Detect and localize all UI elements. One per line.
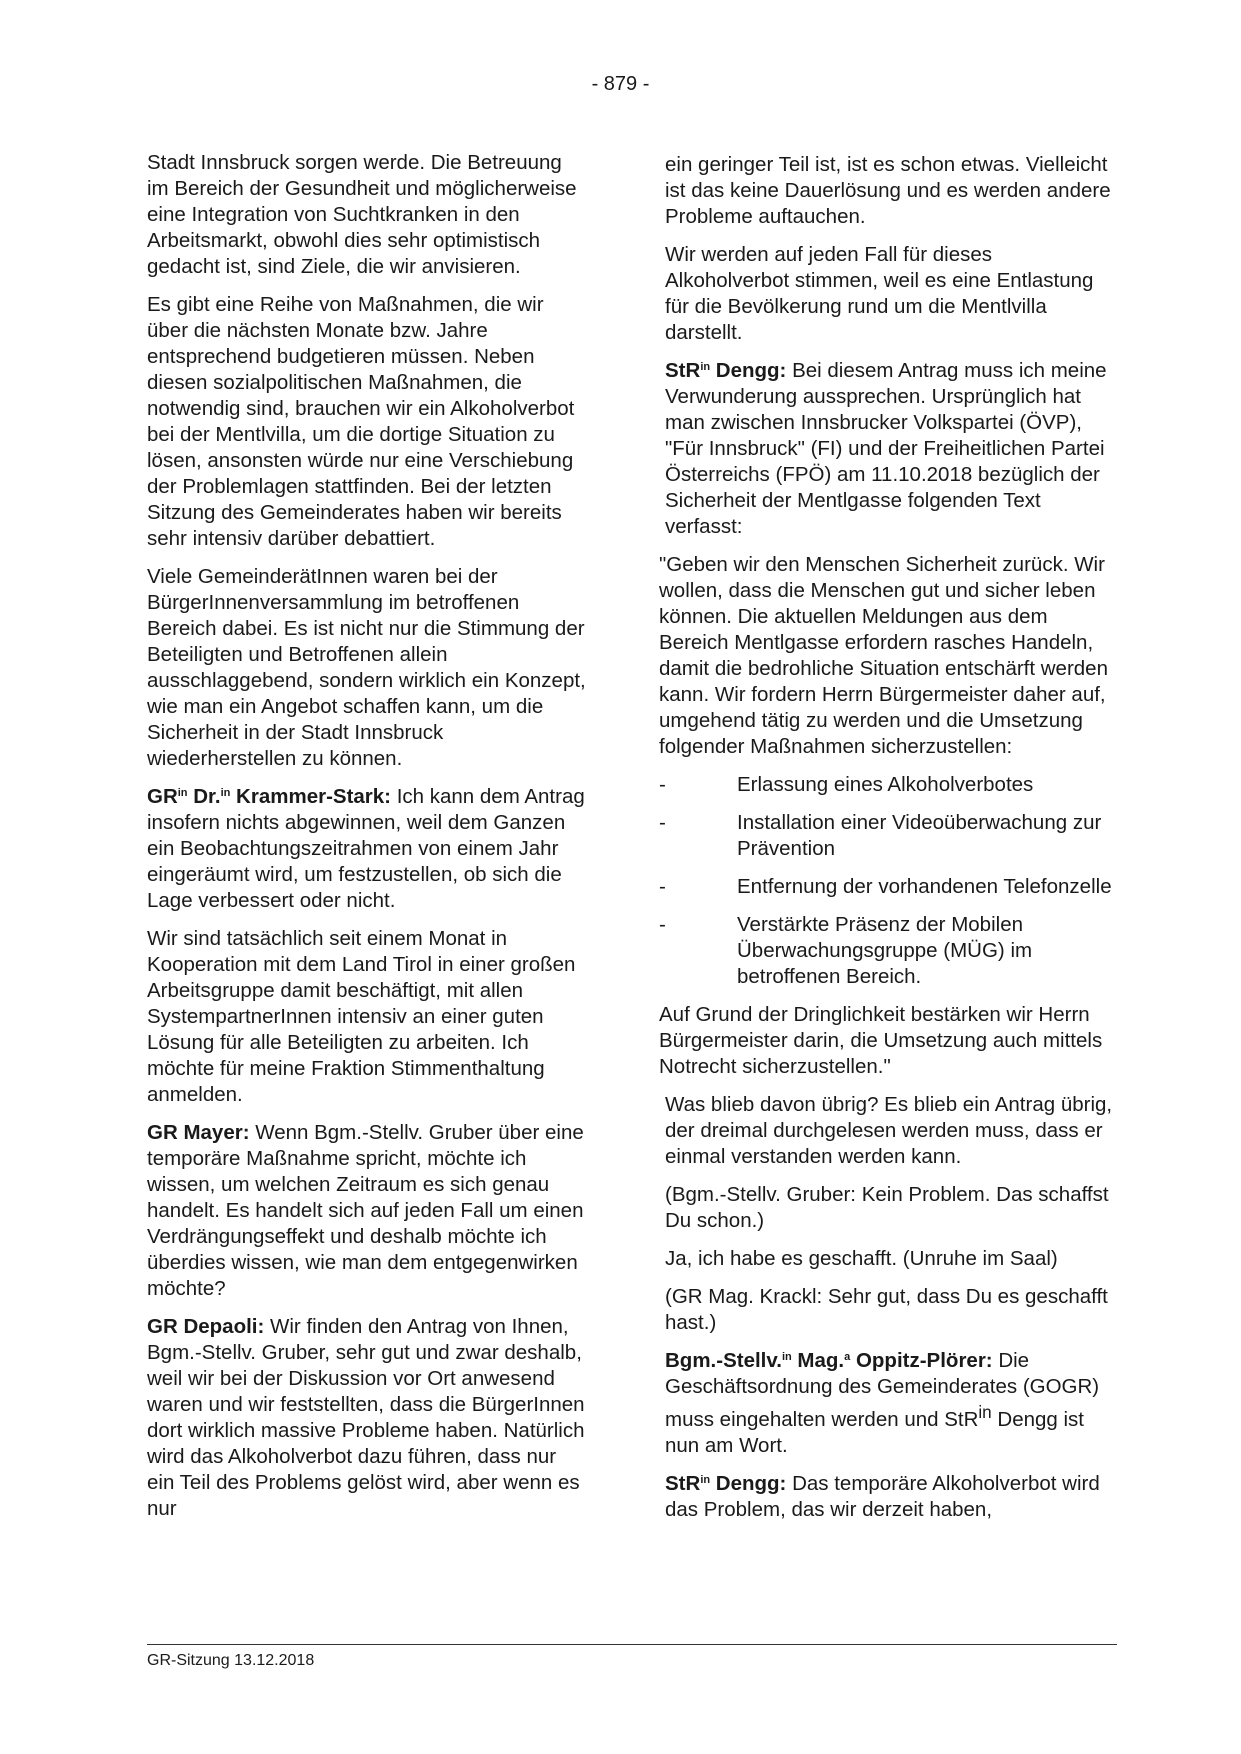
paragraph: Stadt Innsbruck sorgen werde. Die Betreuung im Bereich der Gesundheit und möglicherweise eine Integration von Suchtkranken in den Arbeitsmarkt, obwohl dies sehr optimistisch gedacht ist, sind Ziele, die wir anvisieren.	[147, 151, 577, 278]
paragraph-oppitz-ploerer: Bgm.-Stellv.$^{in}$ Mag.$^a$ Oppitz-Plörer: Die Geschäftsordnung des Gemeinderates (GOGR) muss eingehalten werden und StR$^{in}$ Dengg ist nun am Wort.	[665, 1349, 1100, 1457]
speaker-name: StR$^{in}$ Dengg:	[665, 1471, 787, 1495]
paragraph-dengg-2: StR$^{in}$ Dengg: Das temporäre Alkoholverbot wird das Problem, das wir derzeit haben,	[665, 1471, 1100, 1521]
quote-end-paragraph: Auf Grund der Dringlichkeit bestärken wir Herrn Bürgermeister darin, die Umsetzung auch mittels Notrecht sicherzustellen."	[659, 1003, 1103, 1078]
speaker-name: GR Depaoli:	[147, 1315, 265, 1338]
left-column	[147, 150, 587, 1534]
paragraph: ein geringer Teil ist, ist es schon etwas. Vielleicht ist das keine Dauerlösung und es werden andere Probleme auftauchen.	[665, 153, 1111, 228]
speaker-name: $GR^{in}$ Dr.$^{in}$ Krammer-Stark:	[147, 785, 392, 808]
page-number: - 879 -	[591, 73, 650, 95]
paragraph: Viele GemeinderätInnen waren bei der BürgerInnenversammlung im betroffenen Bereich dabei. Es ist nicht nur die Stimmung der Beteiligten und Betroffenen allein ausschlaggebend, sondern wirklich ein Konzept, wie man ein Angebot schaffen kann, um die Sicherheit in der Stadt Innsbruck wiederherstellen zu können.	[147, 565, 586, 770]
footer-session-date: GR-Sitzung 13.12.2018	[147, 1652, 315, 1669]
right-column	[659, 152, 1115, 1535]
paragraph: Wir sind tatsächlich seit einem Monat in Kooperation mit dem Land Tirol in einer großen Arbeitsgruppe damit beschäftigt, mit allen SystempartnerInnen intensiv an einer guten Lösung für alle Beteiligten zu arbeiten. Ich möchte für meine Fraktion Stimmenthaltung anmelden.	[147, 927, 576, 1106]
paragraph: Ja, ich habe es geschafft. (Unruhe im Saal)	[665, 1247, 1058, 1270]
paragraph: (Bgm.-Stellv. Gruber: Kein Problem. Das schaffst Du schon.)	[665, 1183, 1109, 1232]
paragraph-depaoli: GR Depaoli: Wir finden den Antrag von Ihnen, Bgm.-Stellv. Gruber, sehr gut und zwar deshalb, weil wir bei der Diskussion vor Ort anwesend waren und wir feststellten, dass die BürgerInnen dort wirklich massive Probleme haben. Natürlich wird das Alkoholverbot dazu führen, dass nur ein Teil des Problems gelöst wird, aber wenn es nur	[147, 1315, 585, 1520]
list-item: - Installation einer Videoüberwachung zur Prävention	[659, 811, 1102, 860]
paragraph-dengg: StR$^{in}$ Dengg: Bei diesem Antrag muss ich meine Verwunderung aussprechen. Ursprünglich hat man zwischen Innsbrucker Volkspartei (ÖVP), "Für Innsbruck" (FI) und der Freiheitlichen Partei Österreichs (FPÖ) am 11.10.2018 bezüglich der Sicherheit der Mentlgasse folgenden Text verfasst:	[665, 359, 1107, 538]
speaker-name: StR$^{in}$ Dengg:	[665, 359, 787, 382]
list-item: - Erlassung eines Alkoholverbotes	[659, 773, 1034, 796]
speaker-name: Bgm.-Stellv.$^{in}$ Mag.$^a$ Oppitz-Plörer:	[665, 1349, 993, 1372]
paragraph: Wir werden auf jeden Fall für dieses Alkoholverbot stimmen, weil es eine Entlastung für die Bevölkerung rund um die Mentlvilla darstellt.	[665, 243, 1094, 344]
list-item: - Verstärkte Präsenz der Mobilen Überwachungsgruppe (MÜG) im betroffenen Bereich.	[659, 913, 1033, 988]
paragraph: (GR Mag. Krackl: Sehr gut, dass Du es geschafft hast.)	[665, 1285, 1108, 1334]
list-item: - Entfernung der vorhandenen Telefonzelle	[659, 875, 1112, 898]
paragraph-mayer: GR Mayer: Wenn Bgm.-Stellv. Gruber über eine temporäre Maßnahme spricht, möchte ich wissen, um welchen Zeitraum es sich genau handelt. Es handelt sich auf jeden Fall um einen Verdrängungseffekt und deshalb möchte ich überdies wissen, wie man dem entgegenwirken möchte?	[147, 1121, 584, 1300]
speaker-name: GR Mayer:	[147, 1121, 250, 1144]
quote-paragraph: "Geben wir den Menschen Sicherheit zurück. Wir wollen, dass die Menschen gut und sicher leben können. Die aktuellen Meldungen aus dem Bereich Mentlgasse erfordern rasches Handeln, damit die bedrohliche Situation entschärft werden kann. Wir fordern Herrn Bürgermeister daher auf, umgehend tätig zu werden und die Umsetzung folgender Maßnahmen sicherzustellen:	[659, 553, 1108, 758]
paragraph: Es gibt eine Reihe von Maßnahmen, die wir über die nächsten Monate bzw. Jahre entsprechend budgetieren müssen. Neben diesen sozialpolitischen Maßnahmen, die notwendig sind, brauchen wir ein Alkoholverbot bei der Mentlvilla, um die dortige Situation zu lösen, ansonsten würde nur eine Verschiebung der Problemlagen stattfinden. Bei der letzten Sitzung des Gemeinderates haben wir bereits sehr intensiv darüber debattiert.	[147, 293, 575, 550]
footer-divider	[147, 1644, 1117, 1645]
paragraph: Was blieb davon übrig? Es blieb ein Antrag übrig, der dreimal durchgelesen werden muss, dass er einmal verstanden werden kann.	[665, 1093, 1113, 1168]
paragraph-krammer-stark: $GR^{in}$ Dr.$^{in}$ Krammer-Stark: Ich kann dem Antrag insofern nichts abgewinnen, weil dem Ganzen ein Beobachtungszeitrahmen von einem Jahr eingeräumt wird, um festzustellen, ob sich die Lage verbessert oder nicht.	[147, 785, 585, 912]
